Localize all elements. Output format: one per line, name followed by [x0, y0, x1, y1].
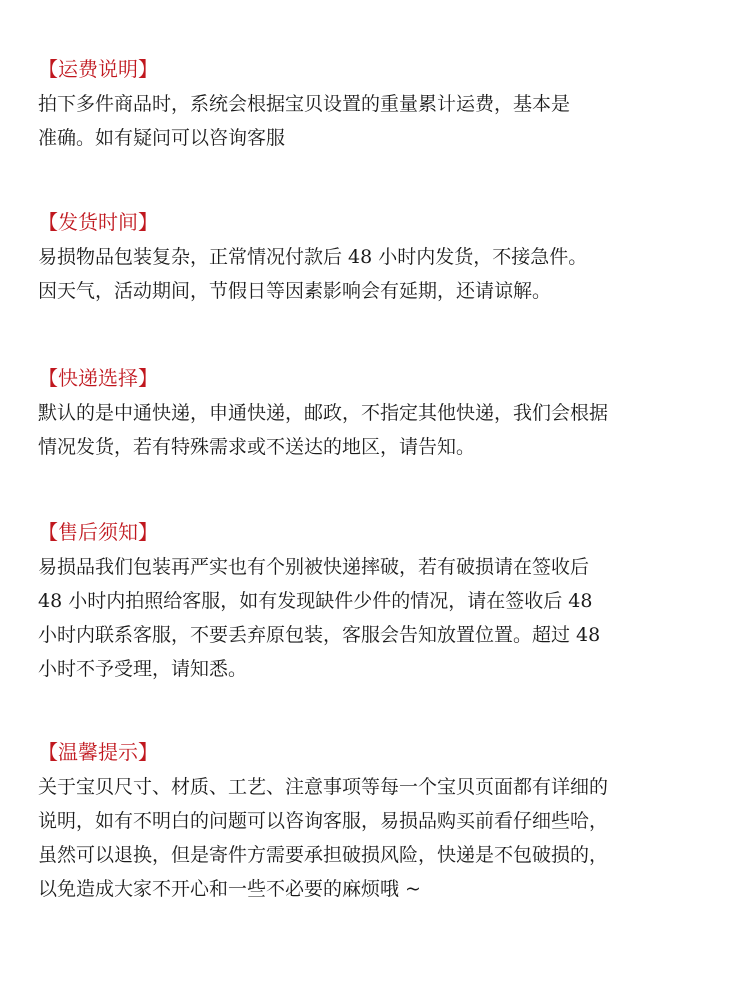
section-delivery-time [38, 208, 718, 308]
body-line: 48 小时内拍照给客服，如有发现缺件少件的情况，请在签收后 48 [38, 590, 593, 612]
section-body [38, 770, 718, 906]
section-heading: 【快递选择】 [38, 366, 158, 390]
section-heading: 【发货时间】 [38, 210, 158, 234]
body-line: 说明，如有不明白的问题可以咨询客服，易损品购买前看仔细些哈， [38, 810, 609, 832]
section-friendly-tips [38, 738, 718, 906]
section-heading: 【温馨提示】 [38, 740, 158, 764]
body-line: 小时不予受理，请知悉。 [38, 658, 248, 680]
body-line: 虽然可以退换，但是寄件方需要承担破损风险，快递是不包破损的， [38, 844, 609, 866]
section-body [38, 87, 718, 155]
body-line: 关于宝贝尺寸、材质、工艺、注意事项等每一个宝贝页面都有详细的 [38, 776, 609, 798]
section-body [38, 550, 718, 686]
body-line: 以免造成大家不开心和一些不必要的麻烦哦 ~ [38, 878, 421, 900]
section-body [38, 396, 718, 464]
section-shipping-fee [38, 55, 718, 155]
section-courier-choice [38, 364, 718, 464]
section-heading: 【运费说明】 [38, 57, 158, 81]
body-line: 因天气，活动期间，节假日等因素影响会有延期，还请谅解。 [38, 280, 552, 302]
section-after-sales [38, 518, 718, 686]
body-line: 拍下多件商品时，系统会根据宝贝设置的重量累计运费，基本是 [38, 93, 571, 115]
body-line: 易损品我们包装再严实也有个别被快递摔破，若有破损请在签收后 [38, 556, 590, 578]
body-line: 默认的是中通快递，申通快递，邮政，不指定其他快递，我们会根据 [38, 402, 609, 424]
section-body [38, 240, 718, 308]
section-heading: 【售后须知】 [38, 520, 158, 544]
body-line: 准确。如有疑问可以咨询客服 [38, 127, 286, 149]
body-line: 小时内联系客服，不要丢弃原包装，客服会告知放置位置。超过 48 [38, 624, 601, 646]
body-line: 情况发货，若有特殊需求或不送达的地区，请告知。 [38, 436, 476, 458]
body-line: 易损物品包装复杂，正常情况付款后 48 小时内发货，不接急件。 [38, 246, 588, 268]
